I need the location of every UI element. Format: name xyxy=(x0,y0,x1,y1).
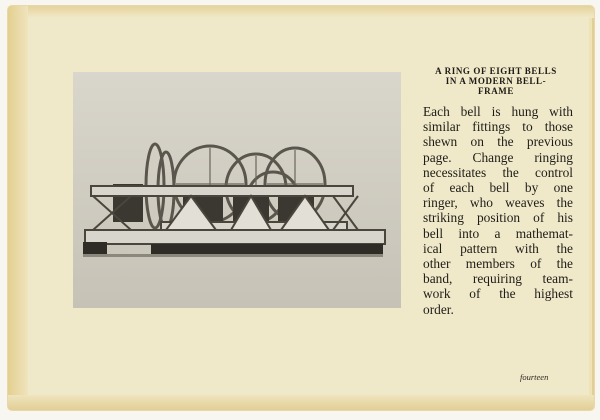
body-line: work of the highest xyxy=(423,286,573,302)
body-line: necessitates the control xyxy=(423,164,573,180)
body-line: ringer, who weaves the xyxy=(423,195,573,211)
body-line: striking position of his xyxy=(423,210,573,226)
page-edge-top xyxy=(8,6,594,18)
bell-frame-illustration xyxy=(73,72,401,308)
body-line: shewn on the previous xyxy=(423,134,573,150)
body-line: Each bell is hung with xyxy=(423,104,573,119)
body-line: ical pattern with the xyxy=(423,240,573,256)
caption-title xyxy=(416,66,576,96)
page-number: fourteen xyxy=(520,372,549,382)
bell-frame-photograph xyxy=(73,72,401,308)
page-edge-left xyxy=(8,6,28,410)
caption-title-line: A RING OF EIGHT BELLS xyxy=(435,66,557,76)
caption-body xyxy=(423,104,573,317)
body-line: other members of the xyxy=(423,256,573,272)
body-line: bell into a mathemat- xyxy=(423,225,573,241)
body-line: band, requiring team- xyxy=(423,271,573,287)
caption-title-line: FRAME xyxy=(478,86,514,96)
body-line: similar fittings to those xyxy=(423,119,573,135)
body-line: of each bell by one xyxy=(423,180,573,196)
page-edge-bottom xyxy=(8,395,594,410)
caption-title-line: IN A MODERN BELL- xyxy=(445,76,547,86)
body-line: page. Change ringing xyxy=(423,149,573,165)
body-line: order. xyxy=(423,301,454,317)
